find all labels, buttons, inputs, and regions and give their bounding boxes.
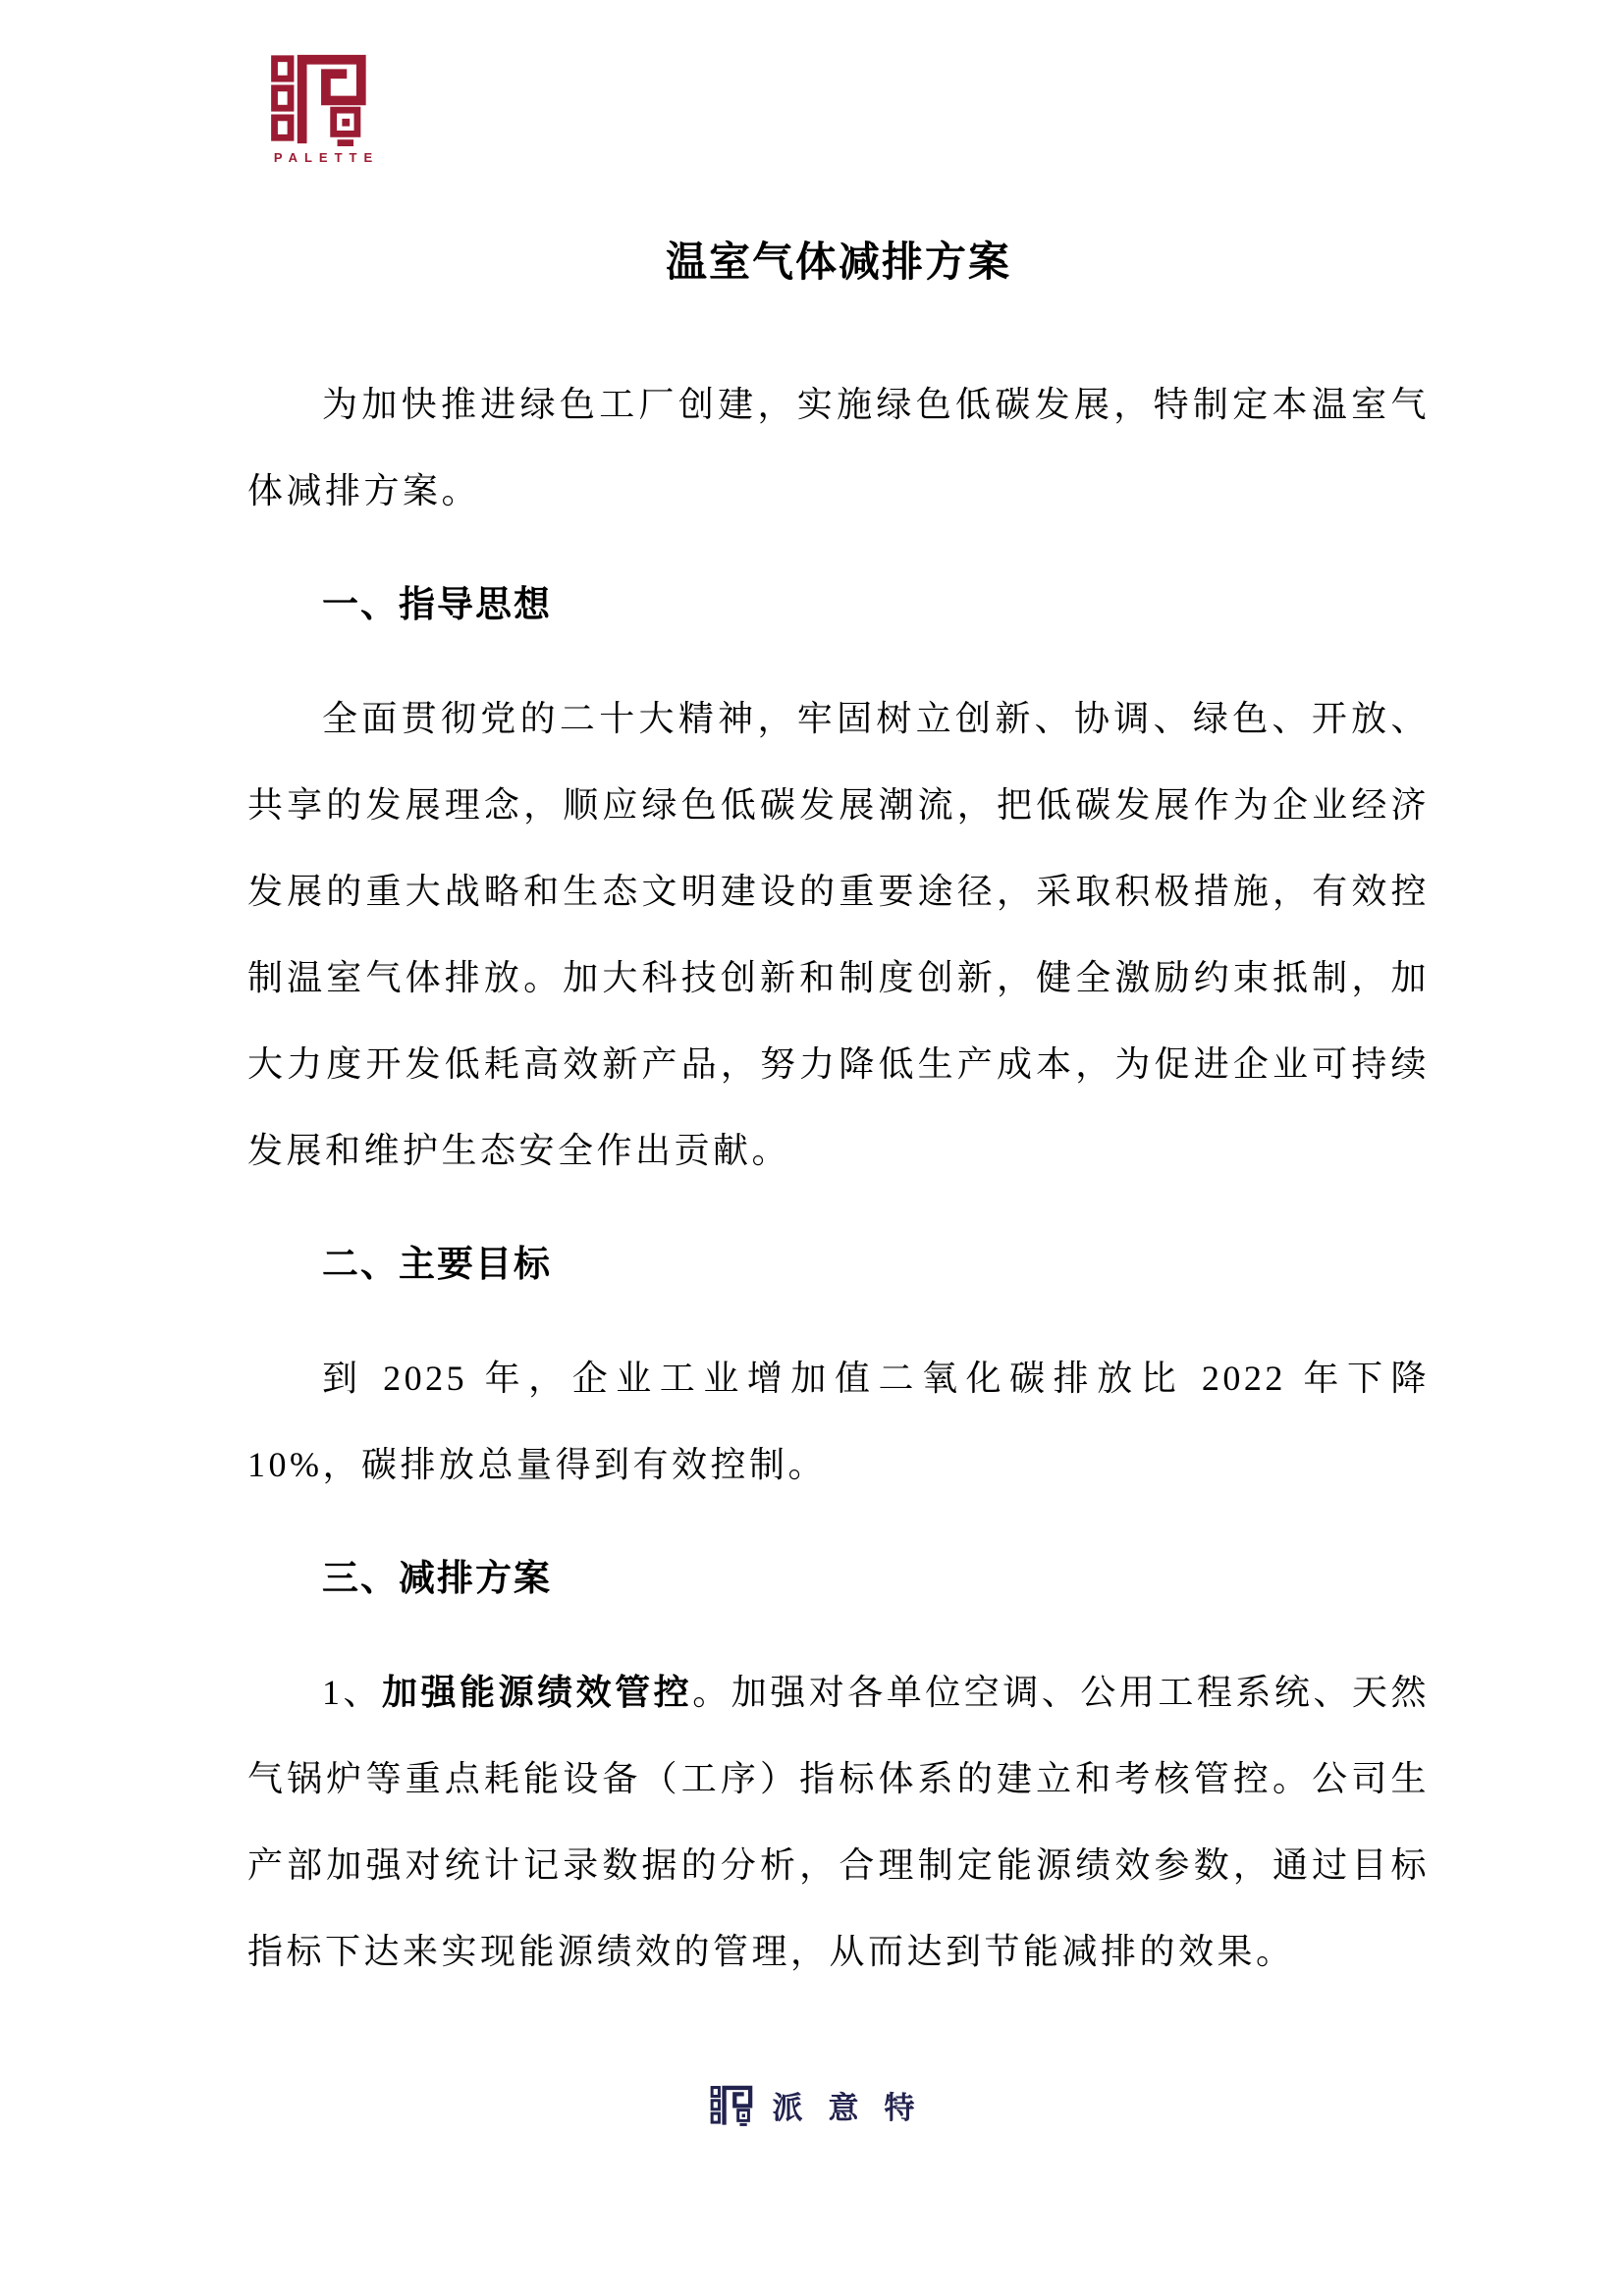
- section-body-guiding-ideology: 全面贯彻党的二十大精神，牢固树立创新、协调、绿色、开放、共享的发展理念，顺应绿色低碳发展潮流，把低碳发展作为企业经济发展的重大战略和生态文明建设的重要途径，采取积极措施，有效控制温室气体排放。加大科技创新和制度创新，健全激励约束抵制，加大力度开发低耗高效新产品，努力降低生产成本，为促进企业可持续发展和维护生态安全作出贡献。: [247, 699, 1430, 1170]
- section-heading-reduction-plan: 三、减排方案: [322, 1558, 552, 1598]
- document-title: 温室气体减排方案: [665, 240, 1011, 286]
- section-body-main-goals: 到 2025 年，企业工业增加值二氧化碳排放比 2022 年下降 10%，碳排放总量得到有效控制。: [247, 1359, 1430, 1484]
- footer-wordmark: 派意特: [772, 2091, 941, 2125]
- plan-item-text: 。加强对各单位空调、公用工程系统、天然气锅炉等重点耗能设备（工序）指标体系的建立和考核管控。公司生产部加强对统计记录数据的分析，合理制定能源绩效参数，通过目标指标下达来实现能源绩效的管理，从而达到节能减排的效果。: [247, 1673, 1430, 1971]
- plan-item-paragraph: [247, 1649, 1430, 1995]
- footer-brand: [0, 2083, 1624, 2127]
- plan-item-number: 1、: [322, 1673, 383, 1712]
- plan-item-title: 加强能源绩效管控: [382, 1673, 693, 1712]
- section-heading-guiding-ideology: 一、指导思想: [322, 584, 552, 624]
- palette-logo-icon: [268, 51, 378, 146]
- section-heading-main-goals: 二、主要目标: [322, 1244, 552, 1284]
- footer-palette-logo-icon: [710, 2084, 757, 2126]
- intro-paragraph: 为加快推进绿色工厂创建，实施绿色低碳发展，特制定本温室气体减排方案。: [247, 385, 1430, 510]
- brand-wordmark: PALETTE: [273, 150, 380, 165]
- header-brand: [268, 51, 378, 165]
